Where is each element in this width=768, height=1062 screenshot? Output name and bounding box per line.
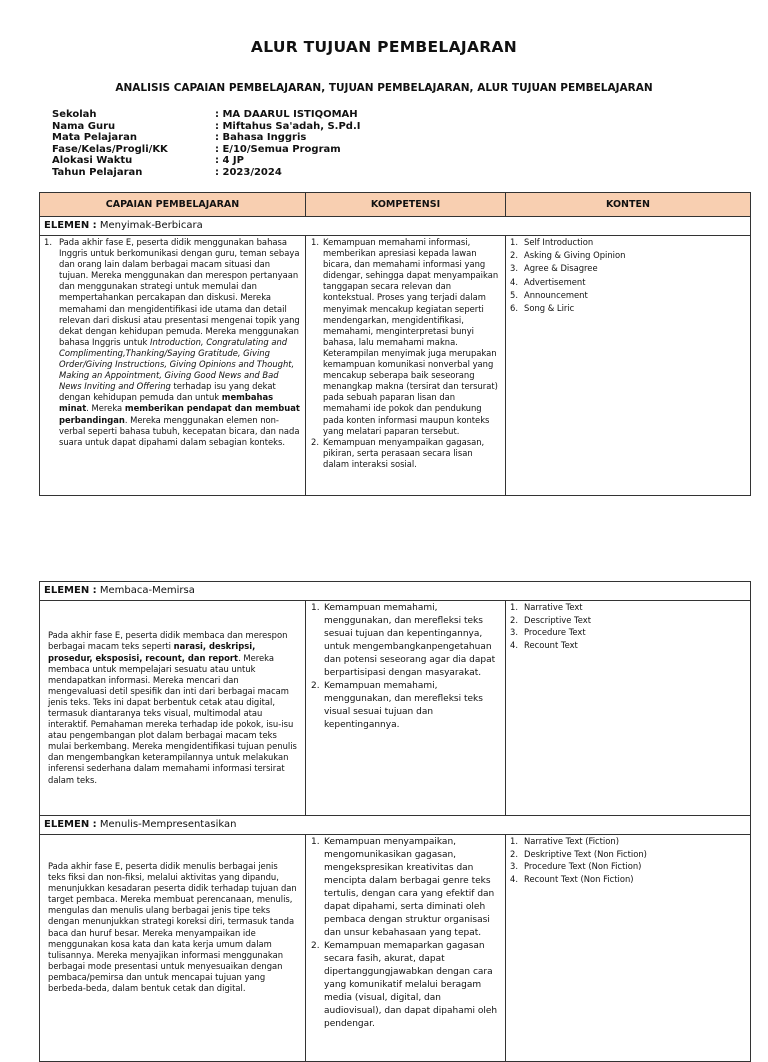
table-header-row xyxy=(40,193,751,217)
list-number: 4. xyxy=(510,639,518,650)
elemen-row xyxy=(40,217,751,236)
cp-text-part: terhadap isu yang dekat dengan kehidupan pemuda dan untuk xyxy=(59,381,276,403)
list-number: 1. xyxy=(311,603,320,613)
list-number: 2. xyxy=(311,941,320,951)
list-number: 1. xyxy=(311,237,319,247)
info-value: : 2023/2024 xyxy=(215,166,282,178)
kompetensi-text: Kemampuan menyampaikan gagasan, pikiran, serta perasaan secara lisan dalam interaksi sosial. xyxy=(323,436,485,469)
konten-text: Advertisement xyxy=(524,276,586,287)
list-number: 3. xyxy=(510,861,518,872)
konten-text: Announcement xyxy=(524,289,588,300)
list-item xyxy=(311,437,501,470)
capaian-cell xyxy=(40,236,306,496)
konten-text: Song & Liric xyxy=(524,303,575,314)
cp-bold-part: membahas minat xyxy=(59,392,274,414)
info-label: Nama Guru xyxy=(52,120,116,132)
info-row-fase xyxy=(52,144,360,156)
cp-bold-part: memberikan pendapat dan membuat perbandingan xyxy=(59,403,300,425)
list-number: 2. xyxy=(510,250,518,261)
elemen-name: Menyimak-Berbicara xyxy=(99,220,203,231)
list-number: 1. xyxy=(44,237,52,247)
identity-block xyxy=(52,109,360,179)
list-item xyxy=(510,873,746,886)
cp-italic-part: Introduction, Congratulating and Complimenting,Thanking/Saying Gratitude, Giving Order/Giving Instructions, Giving Opinions and Thought, Making an Appointment, Giving Good News and Bad News Inviting and Offering xyxy=(59,336,295,392)
list-item xyxy=(311,940,501,1031)
list-number: 2. xyxy=(510,848,518,859)
list-number: 1. xyxy=(510,237,518,247)
list-item xyxy=(510,614,746,627)
capaian-text: Pada akhir fase E, peserta didik menulis berbagai jenis teks fiksi dan non-fiksi, melalui aktivitas yang dipandu, menunjukkan kesadaran peserta didik terhadap tujuan dan target pembaca. Mereka membuat perencanaan, menulis, mengulas dan menulis ulang berbagai jenis tipe teks dengan menunjukkan strategi koreksi diri, termasuk tanda baca dan huruf besar. Mereka menyampaikan ide menggunakan kosa kata dan kata kerja umum dalam tulisannya. Mereka menyajikan informasi menggunakan berbagai mode presentasi untuk menyesuaikan dengan pembaca/pemirsa dan untuk mencapai tujuan yang berbeda-beda, dalam bentuk cetak dan digital. xyxy=(48,861,297,994)
konten-text: Procedure Text xyxy=(524,627,586,638)
kompetensi-text: Kemampuan memaparkan gagasan secara fasih, akurat, dapat dipertanggungjawabkan dengan cara yang komunikatif melalui beragam media (visual, digital, dan audiovisual), dan dapat dipahami oleh pendengar. xyxy=(324,941,498,1029)
list-item xyxy=(510,302,746,315)
elemen-name: Membaca-Memirsa xyxy=(99,585,195,596)
elemen-label: ELEMEN : xyxy=(44,819,97,830)
document-subtitle: ANALISIS CAPAIAN PEMBELAJARAN, TUJUAN PEMBELAJARAN, ALUR TUJUAN PEMBELAJARAN xyxy=(115,82,653,94)
cp-text-part: Pada akhir fase E, peserta didik membaca dan merespon berbagai macam teks seperti xyxy=(48,630,288,652)
list-item xyxy=(311,237,501,437)
kompetensi-text: Kemampuan memahami, menggunakan, dan merefleksi teks sesuai tujuan dan kepentingannya, untuk mengembangkanpengetahuan dan potensi seseorang agar dia dapat berpartisipasi dengan masyarakat. xyxy=(324,603,496,678)
list-number: 1. xyxy=(311,837,320,847)
list-item xyxy=(510,236,746,249)
kompetensi-text: Kemampuan memahami informasi, memberikan apresiasi kepada lawan bicara, dan memahami informasi yang didengar, sehingga dapat menyampaikan tanggapan secara relevan dan kontekstual. Proses yang terjadi dalam menyimak mencakup kegiatan seperti mendengarkan, mengidentifikasi, memahami, menginterpretasi bunyi bahasa, lalu memahami makna. Keterampilan menyimak juga merupakan kemampuan komunikasi nonverbal yang mencakup seberapa baik seseorang menangkap makna (tersirat dan tersurat) pada sebuah paparan lisan dan memahami ide pokok dan pendukung pada konten informasi maupun konteks yang melatari paparan tersebut. xyxy=(323,237,499,436)
header-konten: KONTEN xyxy=(506,193,751,217)
cp-text-part: . Mereka menggunakan elemen non-verbal seperti bahasa tubuh, kecepatan bicara, dan nada suara untuk dapat dipahami dalam sebagian konteks. xyxy=(59,414,300,447)
list-number: 4. xyxy=(510,276,518,287)
list-number: 2. xyxy=(311,681,320,691)
elemen-row xyxy=(40,816,751,835)
list-item xyxy=(510,289,746,302)
kompetensi-cell xyxy=(306,601,506,816)
list-number: 1. xyxy=(510,602,518,612)
cp-text-part: Pada akhir fase E, peserta didik menggunakan bahasa Inggris untuk berkomunikasi dengan guru, teman sebaya dan orang lain dalam berbagai macam situasi dan tujuan. Mereka menggunakan dan merespon pertanyaan dan menggunakan strategi untuk memulai dan mempertahankan percakapan dan diskusi. Mereka memahami dan mengidentifikasi ide utama dan detail relevan dari diskusi atau presentasi mengenai topik yang dekat dengan kehidupan pemuda. Mereka menggunakan bahasa Inggris untuk xyxy=(59,237,300,347)
cp-text-part: . Mereka xyxy=(86,403,125,414)
capaian-cell xyxy=(40,601,306,816)
atp-table-1 xyxy=(39,192,751,496)
cp-bold-part: narasi, deskripsi, prosedur, eksposisi, recount, dan report xyxy=(48,641,256,663)
content-row xyxy=(40,236,751,496)
list-item xyxy=(510,262,746,275)
info-label: Tahun Pelajaran xyxy=(52,166,143,178)
list-item xyxy=(510,249,746,262)
capaian-text xyxy=(48,630,297,785)
list-number: 1. xyxy=(510,836,518,846)
elemen-label: ELEMEN : xyxy=(44,585,97,596)
list-item xyxy=(510,860,746,873)
info-value: : E/10/Semua Program xyxy=(215,143,341,155)
konten-cell xyxy=(506,601,751,816)
kompetensi-text: Kemampuan memahami, menggunakan, dan merefleksi teks visual sesuai tujuan dan kepentingannya. xyxy=(324,681,483,730)
info-value: : MA DAARUL ISTIQOMAH xyxy=(215,109,358,120)
list-item xyxy=(510,601,746,614)
list-item xyxy=(311,602,501,680)
konten-text: Recount Text xyxy=(524,639,578,650)
list-item xyxy=(311,836,501,940)
list-item xyxy=(510,639,746,652)
list-number: 2. xyxy=(311,436,319,447)
konten-text: Narrative Text (Fiction) xyxy=(524,836,619,846)
kompetensi-text: Kemampuan menyampaikan, mengomunikasikan gagasan, mengekspresikan kreativitas dan mencipta dalam berbagai genre teks tertulis, dengan cara yang efektif dan dapat dipahami, serta diminati oleh pembaca dengan struktur organisasi dan unsur kebahasaan yang tepat. xyxy=(324,837,495,938)
list-item xyxy=(510,276,746,289)
konten-text: Agree & Disagree xyxy=(524,263,598,274)
info-label: Mata Pelajaran xyxy=(52,132,137,144)
document-title: ALUR TUJUAN PEMBELAJARAN xyxy=(250,38,518,56)
info-row-mata-pelajaran xyxy=(52,132,360,144)
elemen-row xyxy=(40,582,751,601)
list-number: 3. xyxy=(510,627,518,638)
list-number: 5. xyxy=(510,289,518,300)
content-row xyxy=(40,835,751,1062)
list-item xyxy=(44,237,301,448)
konten-text: Self Introduction xyxy=(524,237,594,247)
info-value: : 4 JP xyxy=(215,155,244,167)
info-label: Sekolah xyxy=(52,109,97,120)
cp-text-part: . Mereka membaca untuk mempelajari sesuatu atau untuk mendapatkan informasi. Mereka mencari dan mengevaluasi detil spesifik dan inti dari berbagai macam jenis teks. Teks ini dapat berbentuk cetak atau digital, termasuk diantaranya teks visual, multimodal atau interaktif. Pemahaman mereka terhadap ide pokok, isu-isu atau pengembangan plot dalam berbagai macam teks mulai berkembang. Mereka mengidentifikasi tujuan penulis dan mengembangkan keterampilannya untuk melakukan inferensi sederhana dalam memahami informasi tersirat dalam teks. xyxy=(48,652,297,785)
list-item xyxy=(510,835,746,848)
elemen-label: ELEMEN : xyxy=(44,220,97,231)
capaian-text xyxy=(59,237,301,448)
list-item xyxy=(510,626,746,639)
info-label: Fase/Kelas/Progli/KK xyxy=(52,143,168,155)
list-item xyxy=(311,680,501,732)
content-row xyxy=(40,601,751,816)
list-number: 2. xyxy=(510,614,518,625)
kompetensi-cell xyxy=(306,835,506,1062)
list-number: 6. xyxy=(510,303,518,314)
capaian-cell xyxy=(40,835,306,1062)
atp-table-2 xyxy=(39,581,751,1062)
list-number: 3. xyxy=(510,263,518,274)
kompetensi-cell xyxy=(306,236,506,496)
header-kompetensi: KOMPETENSI xyxy=(306,193,506,217)
konten-cell xyxy=(506,236,751,496)
konten-text: Recount Text (Non Fiction) xyxy=(524,873,634,884)
konten-cell xyxy=(506,835,751,1062)
info-label: Alokasi Waktu xyxy=(52,155,133,167)
list-number: 4. xyxy=(510,873,518,884)
konten-text: Deskriptive Text (Non Fiction) xyxy=(524,848,647,859)
konten-text: Asking & Giving Opinion xyxy=(524,250,626,261)
info-row-sekolah xyxy=(52,109,360,121)
info-value: : Bahasa Inggris xyxy=(215,132,307,144)
header-capaian: CAPAIAN PEMBELAJARAN xyxy=(40,193,306,217)
konten-text: Descriptive Text xyxy=(524,614,591,625)
konten-text: Procedure Text (Non Fiction) xyxy=(524,861,642,872)
list-item xyxy=(510,848,746,861)
info-row-alokasi-waktu xyxy=(52,155,360,167)
info-value: : Miftahus Sa'adah, S.Pd.I xyxy=(215,120,361,132)
konten-text: Narrative Text xyxy=(524,602,583,612)
elemen-name: Menulis-Mempresentasikan xyxy=(99,819,237,830)
info-row-nama-guru xyxy=(52,121,360,133)
info-row-tahun-pelajaran xyxy=(52,167,360,179)
